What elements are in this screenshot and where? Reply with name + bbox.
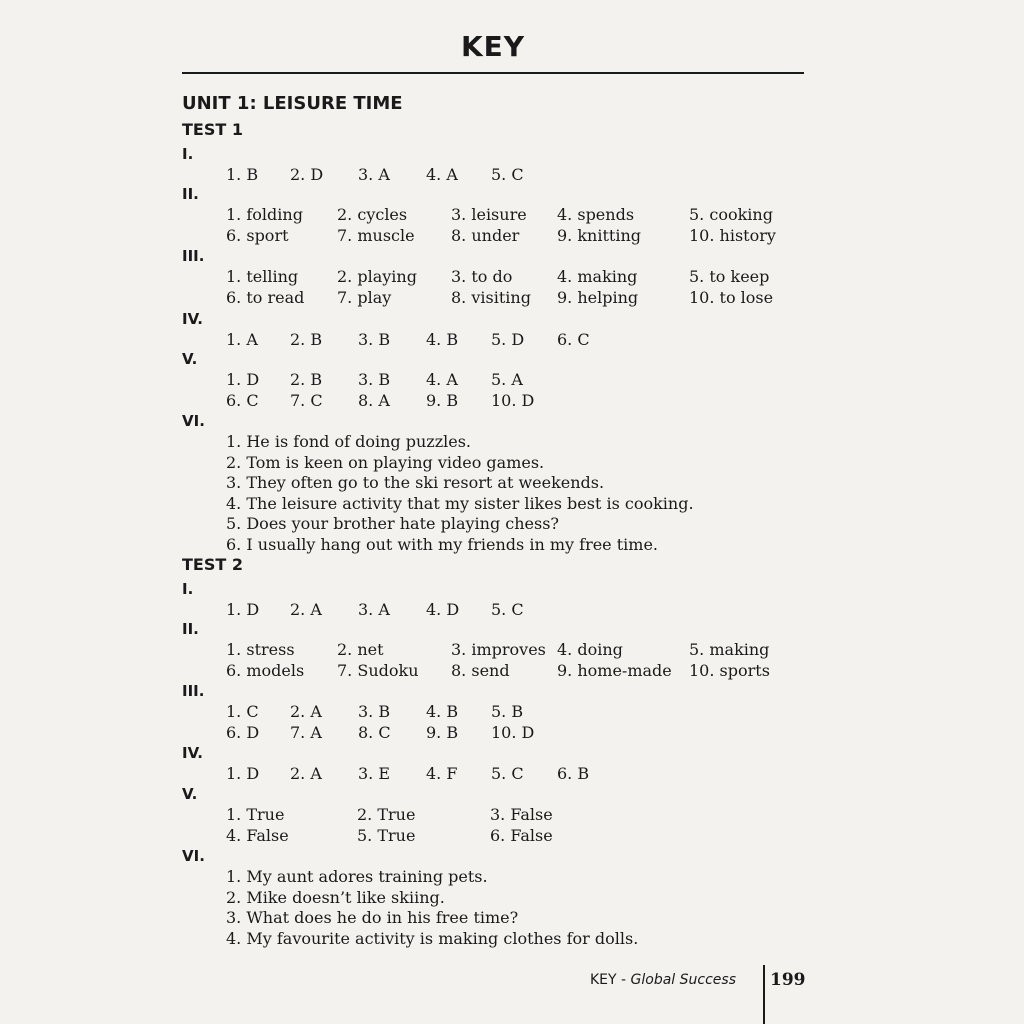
answer-row (0, 723, 1024, 745)
answer-cell: 7. play (337, 288, 392, 307)
answer-cell: 3. to do (451, 267, 513, 286)
section-label: VI. (182, 412, 205, 430)
answer-cell: 9. helping (557, 288, 639, 307)
answer-cell: 1. B (226, 165, 259, 184)
answer-sentence: 1. My aunt adores training pets. (226, 867, 488, 886)
answer-cell: 4. doing (557, 640, 623, 659)
answer-sentence: 3. They often go to the ski resort at weekends. (226, 473, 605, 493)
answer-sentence: 2. Tom is keen on playing video games. (226, 452, 545, 472)
answer-cell: 2. B (290, 330, 323, 349)
answer-row (0, 288, 1024, 310)
answer-cell: 4. F (426, 764, 458, 783)
answer-cell: 5. cooking (689, 205, 773, 224)
answer-cell: 5. C (491, 165, 524, 184)
answer-cell: 5. C (491, 764, 524, 783)
test-heading: TEST 1 (182, 120, 243, 139)
section-label: I. (182, 145, 194, 163)
answer-cell: 5. D (491, 330, 525, 349)
test-heading: TEST 2 (182, 555, 243, 574)
answer-cell: 10. history (689, 226, 776, 245)
answer-cell: 4. A (426, 165, 458, 184)
answer-sentence: 1. He is fond of doing puzzles. (226, 432, 472, 451)
answer-cell: 8. C (358, 723, 391, 742)
answer-cell: 1. telling (226, 267, 299, 286)
answer-cell: 5. C (491, 600, 524, 619)
answer-cell: 10. D (491, 723, 535, 742)
answer-cell: 10. D (491, 391, 535, 410)
answer-cell: 4. False (226, 826, 289, 845)
answer-cell: 6. C (557, 330, 590, 349)
answer-cell: 5. True (357, 826, 416, 845)
answer-row (0, 805, 1024, 827)
answer-cell: 2. B (290, 370, 323, 389)
answer-cell: 1. stress (226, 640, 295, 659)
answer-cell: 8. A (358, 391, 390, 410)
section-label: I. (182, 580, 194, 598)
answer-row (0, 267, 1024, 289)
answer-cell: 5. to keep (689, 267, 770, 286)
answer-sentence: 6. I usually hang out with my friends in my free time. (226, 535, 659, 554)
section-label: V. (182, 785, 198, 803)
unit-heading: UNIT 1: LEISURE TIME (182, 93, 403, 114)
answer-row (0, 370, 1024, 392)
footer-divider (763, 965, 765, 1024)
answer-cell: 3. B (358, 702, 391, 721)
answer-cell: 6. sport (226, 226, 289, 245)
answer-cell: 5. making (689, 640, 770, 659)
answer-cell: 9. home-made (557, 661, 672, 680)
answer-cell: 3. E (358, 764, 391, 783)
answer-cell: 2. net (337, 640, 384, 659)
answer-row (0, 391, 1024, 413)
answer-cell: 3. B (358, 370, 391, 389)
answer-cell: 3. B (358, 330, 391, 349)
answer-cell: 2. A (290, 702, 322, 721)
answer-cell: 2. A (290, 600, 322, 619)
answer-cell: 1. D (226, 370, 260, 389)
answer-cell: 9. knitting (557, 226, 641, 245)
answer-cell: 7. A (290, 723, 322, 742)
section-label: V. (182, 350, 198, 368)
footer-key: KEY - (590, 972, 631, 988)
section-label: IV. (182, 744, 203, 762)
answer-cell: 10. to lose (689, 288, 774, 307)
answer-cell: 1. D (226, 764, 260, 783)
answer-row (0, 661, 1024, 683)
answer-cell: 6. False (490, 826, 553, 845)
answer-cell: 2. True (357, 805, 416, 824)
answer-cell: 1. folding (226, 205, 303, 224)
answer-cell: 4. making (557, 267, 638, 286)
answer-cell: 4. D (426, 600, 460, 619)
answer-cell: 6. B (557, 764, 590, 783)
answer-cell: 2. cycles (337, 205, 408, 224)
section-label: IV. (182, 310, 203, 328)
answer-cell: 3. False (490, 805, 553, 824)
answer-cell: 4. B (426, 702, 459, 721)
answer-sentence: 4. My favourite activity is making clothes for dolls. (226, 928, 639, 948)
answer-cell: 1. A (226, 330, 258, 349)
answer-sentence: 5. Does your brother hate playing chess? (226, 514, 559, 534)
section-label: III. (182, 682, 205, 700)
answer-cell: 5. A (491, 370, 523, 389)
answer-row (0, 205, 1024, 227)
answer-cell: 9. B (426, 391, 459, 410)
answer-cell: 7. Sudoku (337, 661, 419, 680)
answer-cell: 4. B (426, 330, 459, 349)
answer-cell: 5. B (491, 702, 524, 721)
answer-cell: 6. to read (226, 288, 305, 307)
answer-row (0, 826, 1024, 848)
answer-row (0, 330, 1024, 352)
answer-cell: 2. playing (337, 267, 417, 286)
answer-cell: 6. C (226, 391, 259, 410)
answer-row (0, 226, 1024, 248)
answer-row (0, 600, 1024, 622)
section-label: II. (182, 185, 199, 203)
answer-cell: 6. D (226, 723, 260, 742)
answer-sentence: 3. What does he do in his free time? (226, 908, 519, 928)
answer-cell: 2. D (290, 165, 324, 184)
answer-cell: 4. spends (557, 205, 635, 224)
answer-row (0, 165, 1024, 187)
answer-cell: 8. under (451, 226, 520, 245)
answer-cell: 8. visiting (451, 288, 531, 307)
footer-series: Global Success (630, 972, 736, 988)
section-label: III. (182, 247, 205, 265)
answer-cell: 10. sports (689, 661, 770, 680)
answer-sentence: 2. Mike doesn’t like skiing. (226, 887, 445, 907)
title-rule (182, 72, 804, 74)
section-label: VI. (182, 847, 205, 865)
answer-cell: 2. A (290, 764, 322, 783)
answer-cell: 1. C (226, 702, 259, 721)
answer-cell: 7. C (290, 391, 323, 410)
answer-cell: 8. send (451, 661, 510, 680)
answer-cell: 3. A (358, 165, 390, 184)
answer-cell: 7. muscle (337, 226, 415, 245)
answer-sentence: 4. The leisure activity that my sister likes best is cooking. (226, 493, 694, 513)
answer-cell: 9. B (426, 723, 459, 742)
answer-row (0, 702, 1024, 724)
answer-cell: 3. leisure (451, 205, 527, 224)
answer-cell: 4. A (426, 370, 458, 389)
answer-row (0, 764, 1024, 786)
answer-cell: 1. D (226, 600, 260, 619)
answer-cell: 3. A (358, 600, 390, 619)
footer-label (590, 972, 736, 988)
page-number: 199 (770, 970, 806, 990)
answer-cell: 6. models (226, 661, 305, 680)
section-label: II. (182, 620, 199, 638)
answer-cell: 1. True (226, 805, 285, 824)
page-title: KEY (460, 30, 526, 63)
answer-row (0, 640, 1024, 662)
answer-cell: 3. improves (451, 640, 546, 659)
